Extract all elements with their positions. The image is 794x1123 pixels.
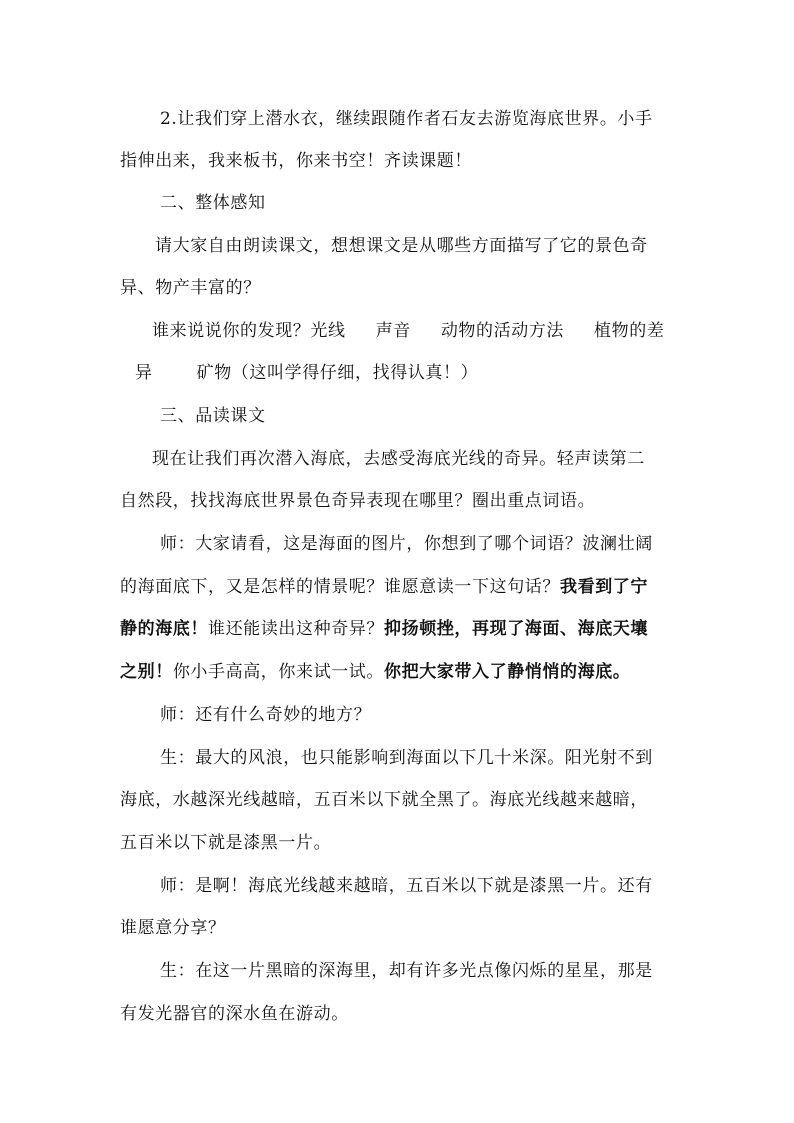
line-segment: 异 [135, 363, 153, 383]
paragraph-line: 生：在这一片黑暗的深海里，却有许多光点像闪烁的星星，那是 [160, 961, 653, 981]
bold-segment: 我看到了宁 [560, 577, 648, 597]
paragraph-line [135, 362, 478, 384]
line-segment: 动物的活动方法 [440, 321, 565, 341]
paragraph-line: 海底，水越深光线越暗，五百米以下就全黑了。海底光线越来越暗， [120, 790, 648, 810]
paragraph-line [120, 576, 648, 598]
paragraph-line: 请大家自由朗读课文，想想课文是从哪些方面描写了它的景色奇 [155, 236, 648, 256]
line-segment: 谁还能读出这种奇异？ [208, 619, 384, 639]
line-segment: 植物的差 [594, 321, 665, 341]
line-segment: 的海面底下，又是怎样的情景呢？谁愿意读一下这句话？ [120, 577, 560, 597]
paragraph-line [120, 661, 630, 683]
section-heading: 二、整体感知 [160, 193, 266, 213]
bold-segment: 你把大家带入了静悄悄的海底。 [384, 662, 631, 682]
line-segment: 声音 [375, 321, 411, 341]
paragraph-line: 师：还有什么奇妙的地方？ [160, 705, 372, 725]
paragraph-line: 师：大家请看，这是海面的图片，你想到了哪个词语？波澜壮阔 [160, 534, 653, 554]
paragraph-line: 指伸出来，我来板书，你来书空！齐读课题！ [120, 151, 472, 171]
bold-segment: 抑扬顿挫，再现了海面、海底天壤 [384, 619, 648, 639]
bold-segment: 之别！ [120, 662, 173, 682]
section-heading: 三、品读课文 [160, 406, 266, 426]
paragraph-line: 谁愿意分享？ [120, 918, 226, 938]
paragraph-line [120, 618, 648, 640]
line-segment: 矿物（这叫学得仔细，找得认真！） [196, 363, 479, 383]
paragraph-line: 师：是啊！海底光线越来越暗，五百米以下就是漆黑一片。还有 [160, 876, 653, 896]
line-segment: 谁来说说你的发现？光线 [152, 321, 346, 341]
paragraph-line: 生：最大的风浪，也只能影响到海面以下几十米深。阳光射不到 [160, 748, 653, 768]
paragraph-line: 五百米以下就是漆黑一片。 [120, 833, 332, 853]
paragraph-line: 有发光器官的深水鱼在游动。 [120, 1004, 349, 1024]
paragraph-line [152, 320, 664, 342]
line-segment: 你小手高高，你来试一试。 [172, 662, 385, 682]
paragraph-line: 自然段，找找海底世界景色奇异表现在哪里？圈出重点词语。 [120, 491, 596, 511]
paragraph-line: 现在让我们再次潜入海底，去感受海底光线的奇异。轻声读第二 [152, 449, 645, 469]
bold-segment: 静的海底！ [120, 619, 208, 639]
paragraph-line: 2.让我们穿上潜水衣，继续跟随作者石友去游览海底世界。小手 [160, 109, 653, 129]
paragraph-line: 异、物产丰富的？ [120, 278, 261, 298]
